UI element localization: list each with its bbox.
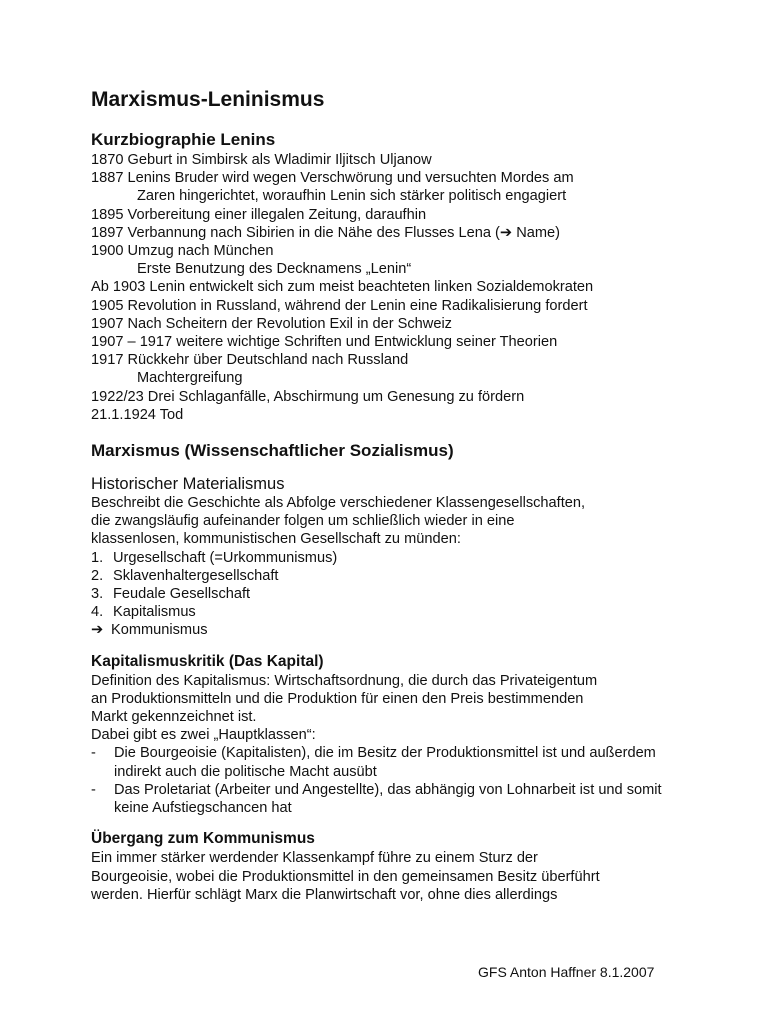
paragraph-line: Ein immer stärker werdender Klassenkampf führe zu einem Sturz der: [91, 850, 538, 867]
page-footer: GFS Anton Haffner 8.1.2007: [478, 964, 655, 980]
list-number: 3.: [91, 586, 104, 603]
list-number: 4.: [91, 604, 104, 621]
class-text: Die Bourgeoisie (Kapitalisten), die im Besitz der Produktionsmittel ist und außerdem indirekt auch die politische Macht ausübt: [114, 745, 656, 780]
bio-line: 1895 Vorbereitung einer illegalen Zeitung, daraufhin: [91, 206, 427, 223]
class-text: Das Proletariat (Arbeiter und Angestellte), das abhängig von Lohnarbeit ist und somit keine Aufstiegschancen hat: [114, 781, 662, 817]
bio-line: Machtergreifung: [137, 370, 243, 387]
list-item: [91, 585, 691, 603]
bio-line: Zaren hingerichtet, woraufhin Lenin sich stärker politisch engagiert: [137, 188, 567, 205]
bio-line: 1922/23 Drei Schlaganfälle, Abschirmung um Genesung zu fördern: [91, 388, 525, 405]
right-arrow-icon: ➔: [91, 621, 104, 639]
list-number: 1.: [91, 549, 104, 566]
result-line: [91, 621, 691, 639]
paragraph-line: Dabei gibt es zwei „Hauptklassen“:: [91, 727, 316, 744]
list-item: [91, 549, 691, 567]
bio-line: 1907 – 1917 weitere wichtige Schriften und Entwicklung seiner Theorien: [91, 334, 558, 351]
bio-line-text: 1897 Verbannung nach Sibirien in die Nähe des Flusses Lena (: [91, 224, 500, 241]
bio-line: 1917 Rückkehr über Deutschland nach Russland: [91, 352, 409, 369]
historical-materialism-heading: Historischer Materialismus: [91, 475, 285, 494]
class-list-item: [91, 781, 691, 817]
paragraph-line: Markt gekennzeichnet ist.: [91, 709, 257, 726]
dash-bullet: -: [91, 745, 96, 762]
dash-bullet: -: [91, 781, 96, 798]
bio-line: 1887 Lenins Bruder wird wegen Verschwörung und versuchten Mordes am: [91, 170, 574, 187]
list-text: Kapitalismus: [113, 604, 196, 621]
list-item: [91, 567, 691, 585]
class-list-item: [91, 744, 691, 780]
bio-line-text: Name): [516, 224, 560, 241]
page-title: Marxismus-Leninismus: [91, 88, 325, 111]
transition-heading: Übergang zum Kommunismus: [91, 830, 315, 848]
paragraph-line: Definition des Kapitalismus: Wirtschaftsordnung, die durch das Privateigentum: [91, 672, 598, 689]
paragraph-line: Beschreibt die Geschichte als Abfolge verschiedener Klassengesellschaften,: [91, 495, 586, 512]
bio-line: Ab 1903 Lenin entwickelt sich zum meist beachteten linken Sozialdemokraten: [91, 279, 594, 296]
right-arrow-icon: ➔: [499, 223, 513, 241]
bio-line: 1907 Nach Scheitern der Revolution Exil in der Schweiz: [91, 315, 452, 332]
bio-line: 1900 Umzug nach München: [91, 243, 274, 260]
marxism-heading: Marxismus (Wissenschaftlicher Sozialismus): [91, 441, 454, 461]
list-text: Feudale Gesellschaft: [113, 586, 251, 603]
bio-line: 1870 Geburt in Simbirsk als Wladimir Iljitsch Uljanow: [91, 152, 432, 168]
bio-line: [91, 224, 691, 242]
list-number: 2.: [91, 567, 104, 584]
document-page: [91, 86, 691, 904]
paragraph-line: werden. Hierfür schlägt Marx die Planwirtschaft vor, ohne dies allerdings: [91, 886, 558, 903]
paragraph-line: klassenlosen, kommunistischen Gesellschaft zu münden:: [91, 531, 461, 548]
paragraph-line: an Produktionsmitteln und die Produktion für einen den Preis bestimmenden: [91, 690, 584, 707]
bio-line: 21.1.1924 Tod: [91, 406, 184, 423]
list-text: Urgesellschaft (=Urkommunismus): [113, 549, 338, 566]
list-text: Sklavenhaltergesellschaft: [113, 567, 279, 584]
paragraph-line: Bourgeoisie, wobei die Produktionsmittel in den gemeinsamen Besitz überführt: [91, 868, 600, 885]
biography-heading: Kurzbiographie Lenins: [91, 130, 276, 149]
paragraph-line: die zwangsläufig aufeinander folgen um schließlich wieder in eine: [91, 513, 515, 530]
list-item: [91, 603, 691, 621]
result-text: Kommunismus: [111, 622, 208, 639]
bio-line: Erste Benutzung des Decknamens „Lenin“: [137, 261, 412, 278]
bio-line: 1905 Revolution in Russland, während der Lenin eine Radikalisierung fordert: [91, 297, 588, 314]
capital-critique-heading: Kapitalismuskritik (Das Kapital): [91, 652, 324, 670]
